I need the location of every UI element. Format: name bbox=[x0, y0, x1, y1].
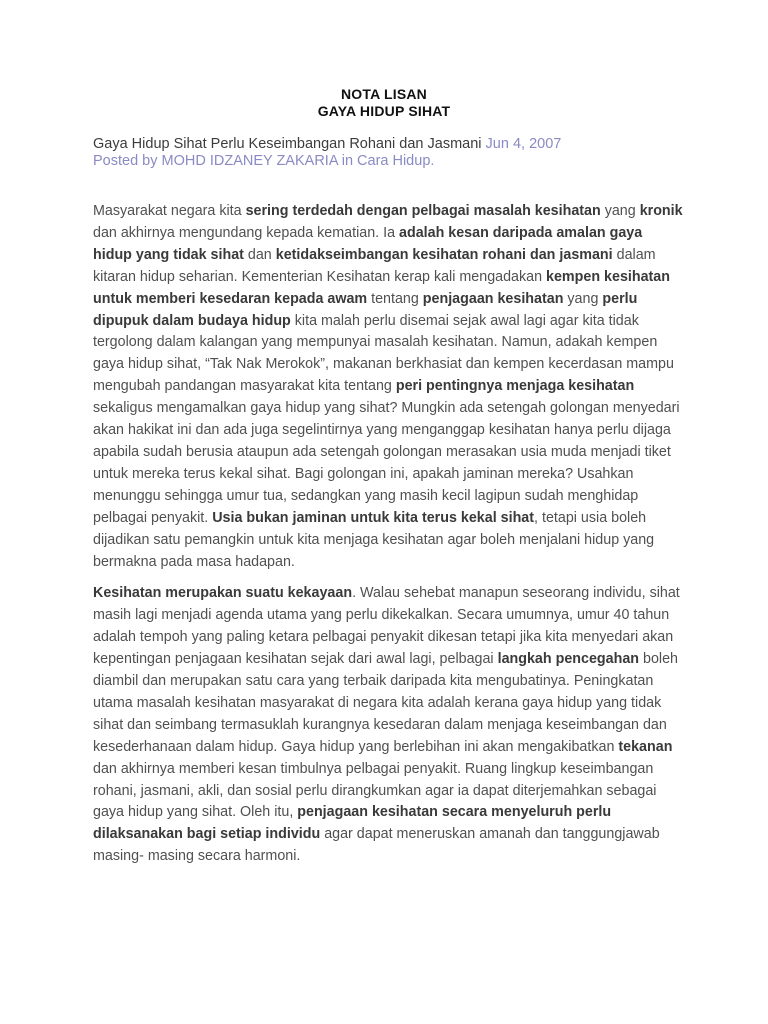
bold-text-segment: ketidakseimbangan kesihatan rohani dan jasmani bbox=[275, 246, 613, 263]
bold-text-segment: Usia bukan jaminan untuk kita terus kekal sihat bbox=[212, 509, 535, 526]
text-segment: dan bbox=[243, 246, 276, 263]
bold-text-segment: sering terdedah dengan pelbagai masalah kesihatan bbox=[245, 203, 601, 219]
bold-text-segment: adalah kesan daripada amalan gaya hidup yang tidak sihat bbox=[93, 224, 643, 263]
text-segment: , tetapi usia boleh dijadikan satu pemangkin untuk kita menjaga kesihatan agar boleh menjalani hidup yang bermakna pada masa hadapan. bbox=[93, 509, 655, 570]
article-byline: Posted by MOHD IDZANEY ZAKARIA in Cara Hidup. bbox=[93, 153, 435, 169]
bold-text-segment: perlu dipupuk dalam budaya hidup bbox=[93, 290, 638, 329]
document-title bbox=[0, 86, 768, 120]
text-segment: dan akhirnya memberi kesan timbulnya pelbagai penyakit. Ruang lingkup keseimbangan rohani, jasmani, akli, dan sosial perlu dirangkumkan agar ia dapat diterjemahkan sebagai gaya hidup yang sihat. Oleh itu, bbox=[93, 760, 657, 821]
article-date: Jun 4, 2007 bbox=[485, 136, 562, 152]
bold-text-segment: tekanan bbox=[618, 738, 673, 755]
text-segment: dan akhirnya mengundang kepada kematian. Ia bbox=[93, 224, 400, 241]
bold-text-segment: kempen kesihatan untuk memberi kesedaran kepada awam bbox=[93, 268, 670, 307]
text-segment: tentang bbox=[367, 290, 423, 307]
text-segment: yang bbox=[563, 290, 603, 307]
title-line-1: NOTA LISAN bbox=[341, 86, 427, 102]
bold-text-segment: penjagaan kesihatan bbox=[422, 290, 564, 307]
bold-text-segment: peri pentingnya menjaga kesihatan bbox=[395, 378, 635, 395]
text-segment: Masyarakat negara kita bbox=[93, 203, 246, 219]
text-segment: kita malah perlu disemai sejak awal lagi agar kita tidak tergolong dalam kalangan yang mempunyai masalah kesihatan. Namun, adakah kempen gaya hidup sihat, “Tak Nak Merokok”, makanan berkhasiat dan kempen kecerdasan mampu mengubah pandangan masyarakat kita tentang bbox=[93, 312, 674, 395]
title-line-2: GAYA HIDUP SIHAT bbox=[317, 103, 451, 119]
text-segment: sekaligus mengamalkan gaya hidup yang sihat? Mungkin ada setengah golongan menyedari akan hakikat ini dan ada juga segelintirnya yang menganggap kesihatan hanya perlu dijaga apabila sudah berusia ataupun ada setengah golongan merasakan usia muda menjadi tiket untuk mereka terus kekal sihat. Bagi golongan ini, apakah jaminan mereka? Usahkan menunggu sehingga umur tua, sedangkan yang masih kecil lagipun sudah menghidap pelbagai penyakit. bbox=[93, 400, 680, 526]
bold-text-segment: kronik bbox=[639, 203, 683, 219]
text-segment: dalam kitaran hidup seharian. Kementerian Kesihatan kerap kali mengadakan bbox=[93, 246, 656, 285]
article-meta bbox=[93, 136, 693, 170]
text-segment: boleh diambil dan merupakan satu cara yang terbaik daripada kita mengubatinya. Peningkatan utama masalah kesihatan masyarakat di negara kita adalah kerana gaya hidup yang tidak sihat dan seimbang termasuklah kurangnya kesedaran dalam menjaga keseimbangan dan kesederhanaan dalam hidup. Gaya hidup yang berlebihan ini akan mengakibatkan bbox=[93, 651, 678, 755]
headline-row bbox=[93, 136, 693, 153]
text-segment: yang bbox=[600, 203, 640, 219]
bold-text-segment: langkah pencegahan bbox=[497, 651, 640, 668]
paragraph-1 bbox=[93, 201, 683, 573]
bold-text-segment: Kesihatan merupakan suatu kekayaan bbox=[93, 585, 353, 602]
article-body bbox=[93, 201, 683, 878]
text-segment: agar dapat meneruskan amanah dan tanggungjawab masing- masing secara harmoni. bbox=[93, 826, 660, 865]
bold-text-segment: penjagaan kesihatan secara menyeluruh perlu dilaksanakan bagi setiap individu bbox=[93, 804, 612, 843]
text-segment: . Walau sehebat manapun seseorang individu, sihat masih lagi menjadi agenda utama yang perlu dikekalkan. Secara umumnya, umur 40 tahun adalah tempoh yang paling ketara pelbagai penyakit dikesan tetapi jika kita menyedari akan kepentingan penjagaan kesihatan sejak dari awal lagi, pelbagai bbox=[93, 585, 680, 668]
article-headline: Gaya Hidup Sihat Perlu Keseimbangan Rohani dan Jasmani bbox=[93, 136, 482, 152]
paragraph-2 bbox=[93, 583, 683, 868]
